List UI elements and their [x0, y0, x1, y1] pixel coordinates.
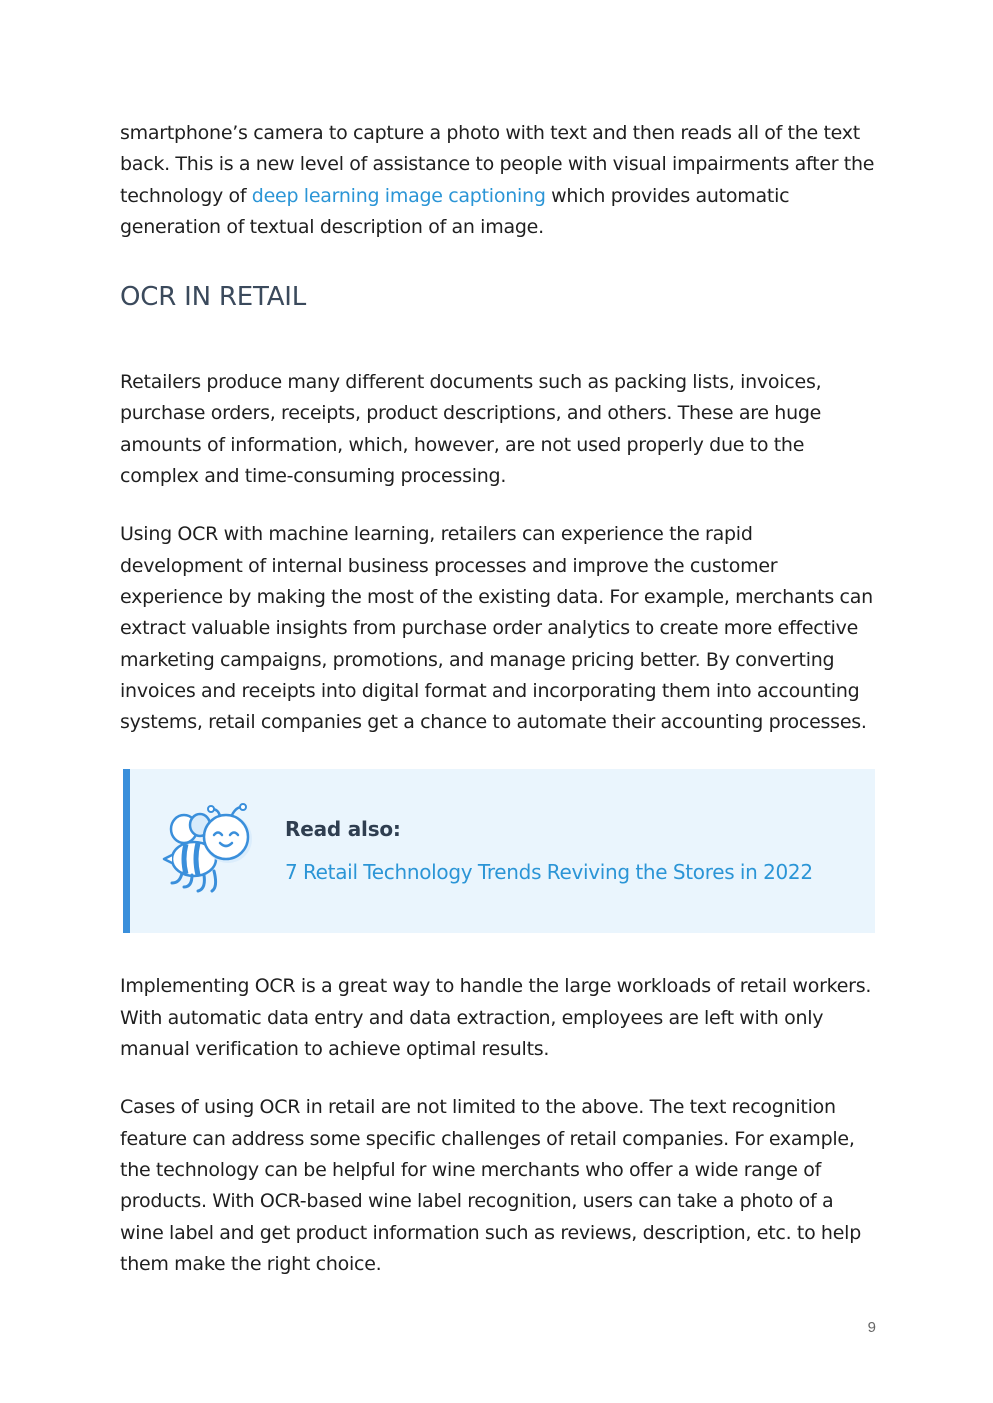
paragraph-text: which provides automatic generation of textual description of an image.: [120, 184, 790, 238]
deep-learning-captioning-link[interactable]: deep learning image captioning: [251, 184, 546, 207]
bee-mascot-icon: [162, 803, 262, 899]
paragraph-assistive-tech: [120, 118, 876, 243]
section-heading: OCR IN RETAIL: [120, 282, 307, 313]
paragraph-retail-documents: Retailers produce many different documents such as packing lists, invoices, purchase orders, receipts, product descriptions, and others. These are huge amounts of information, which, however, are not used properly due to the complex and time-consuming processing.: [120, 371, 822, 488]
read-also-label: Read also:: [285, 817, 401, 842]
paragraph-wine-label: Cases of using OCR in retail are not limited to the above. The text recognition feature can address some specific challenges of retail companies. For example, the technology can be helpful for wine merchants who offer a wide range of products. With OCR-based wine label recognition, users can take a photo of a wine label and get product information such as reviews, description, etc. to help them make the right choice.: [120, 1096, 862, 1275]
read-also-callout: [123, 769, 875, 933]
document-body: [120, 118, 876, 1280]
paragraph-text: smartphone’s camera to capture a photo with text and then reads all of the text back. This is a new level of assistance to people with visual impairments after the technology of: [120, 122, 875, 207]
read-also-article-link[interactable]: 7 Retail Technology Trends Reviving the Stores in 2022: [285, 860, 813, 885]
page-number: 9: [867, 1319, 876, 1336]
paragraph-workloads: Implementing OCR is a great way to handle the large workloads of retail workers. With automatic data entry and data extraction, employees are left with only manual verification to achieve optimal results.: [120, 975, 872, 1061]
paragraph-ocr-machine-learning: Using OCR with machine learning, retailers can experience the rapid development of internal business processes and improve the customer experience by making the most of the existing data. For example, merchants can extract valuable insights from purchase order analytics to create more effective marketing campaigns, promotions, and manage pricing better. By converting invoices and receipts into digital format and incorporating them into accounting systems, retail companies get a chance to automate their accounting processes.: [120, 523, 873, 734]
